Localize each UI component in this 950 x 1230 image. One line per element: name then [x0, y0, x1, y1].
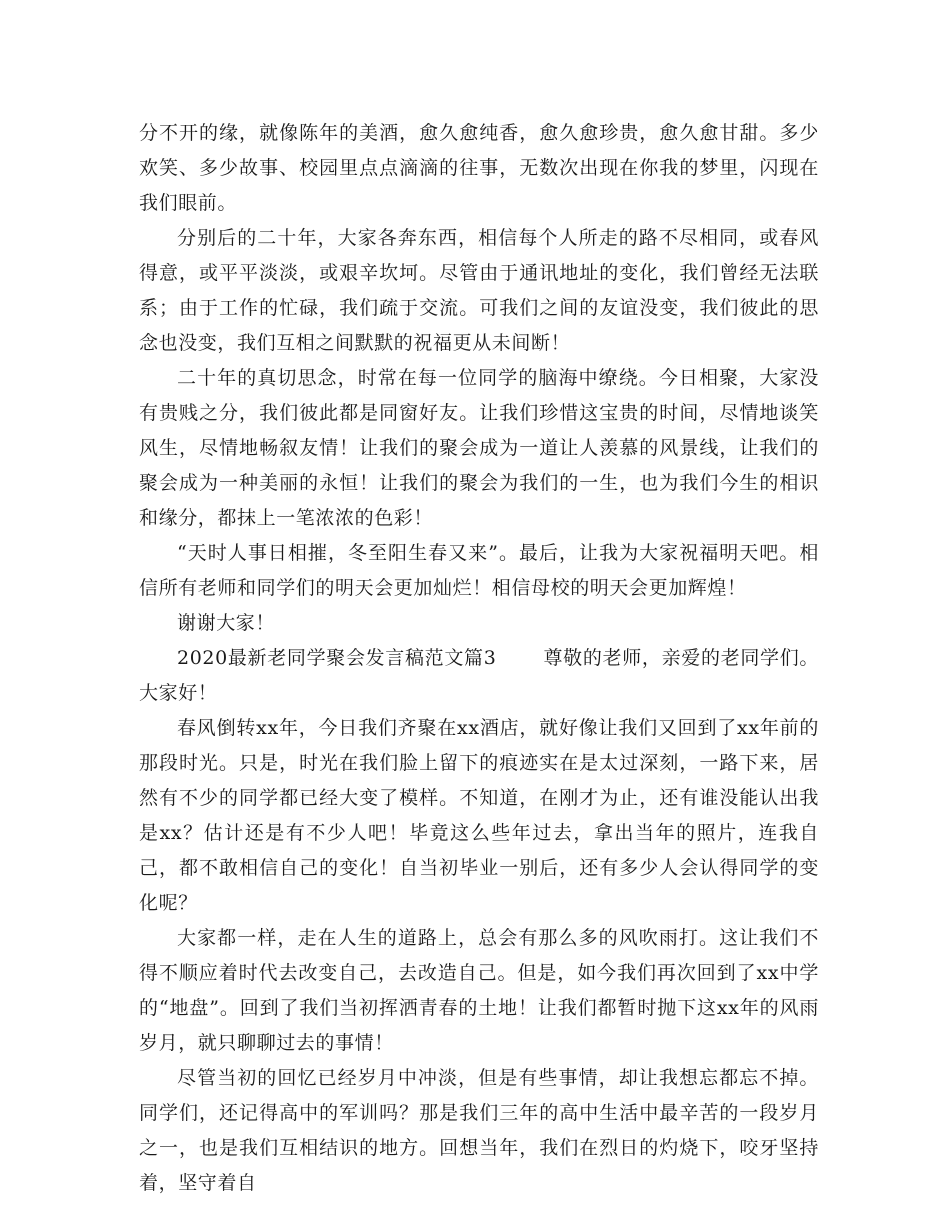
paragraph-2	[139, 221, 819, 361]
paragraph-text: 尽管当初的回忆已经岁月中冲淡，但是有些事情，却让我想忘都忘不掉。同学们，还记得高中的军训吗？那是我们三年的高中生活中最辛苦的一段岁月之一，也是我们互相结识的地方。回想当年，我们在烈日的灼烧下，咬牙坚持着，坚守着自	[139, 1067, 819, 1194]
paragraph-7	[139, 711, 819, 921]
paragraph-text: 分不开的缘，就像陈年的美酒，愈久愈纯香，愈久愈珍贵，愈久愈甘甜。多少欢笑、多少故事、校园里点点滴滴的往事，无数次出现在你我的梦里，闪现在我们眼前。	[139, 122, 819, 214]
paragraph-text: 分别后的二十年，大家各奔东西，相信每个人所走的路不尽相同，或春风得意，或平平淡淡，或艰辛坎坷。尽管由于通讯地址的变化，我们曾经无法联系；由于工作的忙碌，我们疏于交流。可我们之间的友谊没变，我们彼此的思念也没变，我们互相之间默默的祝福更从未间断！	[139, 227, 819, 354]
paragraph-8	[139, 921, 819, 1061]
paragraph-3	[139, 361, 819, 536]
paragraph-9	[139, 1061, 819, 1201]
paragraph-text: 二十年的真切思念，时常在每一位同学的脑海中缭绕。今日相聚，大家没有贵贱之分，我们彼此都是同窗好友。让我们珍惜这宝贵的时间，尽情地谈笑风生，尽情地畅叙友情！让我们的聚会成为一道让人羡慕的风景线，让我们的聚会成为一种美丽的永恒！让我们的聚会为我们的一生，也为我们今生的相识和缘分，都抹上一笔浓浓的色彩！	[139, 367, 819, 529]
paragraph-4	[139, 536, 819, 606]
paragraph-6	[139, 641, 819, 711]
paragraph-text: 大家都一样，走在人生的道路上，总会有那么多的风吹雨打。这让我们不得不顺应着时代去改变自己，去改造自己。但是，如今我们再次回到了xx中学的“地盘”。回到了我们当初挥洒青春的土地！让我们都暂时抛下这xx年的风雨岁月，就只聊聊过去的事情！	[139, 927, 819, 1054]
paragraph-1	[139, 116, 819, 221]
paragraph-text: “天时人事日相摧，冬至阳生春又来”。最后，让我为大家祝福明天吧。相信所有老师和同学们的明天会更加灿烂！相信母校的明天会更加辉煌！	[139, 542, 819, 599]
paragraph-5	[139, 606, 819, 641]
section-heading: 2020最新老同学聚会发言稿范文篇3	[177, 647, 497, 669]
paragraph-text: 尊敬的老师，亲爱的老同学们。大家好！	[139, 647, 819, 704]
paragraph-text: 谢谢大家！	[177, 612, 276, 634]
document-body	[139, 116, 819, 1201]
paragraph-text: 春风倒转xx年，今日我们齐聚在xx酒店，就好像让我们又回到了xx年前的那段时光。只是，时光在我们脸上留下的痕迹实在是太过深刻，一路下来，居然有不少的同学都已经大变了模样。不知道，在刚才为止，还有谁没能认出我是xx？估计还是有不少人吧！毕竟这么些年过去，拿出当年的照片，连我自己，都不敢相信自己的变化！自当初毕业一别后，还有多少人会认得同学的变化呢？	[139, 717, 819, 914]
